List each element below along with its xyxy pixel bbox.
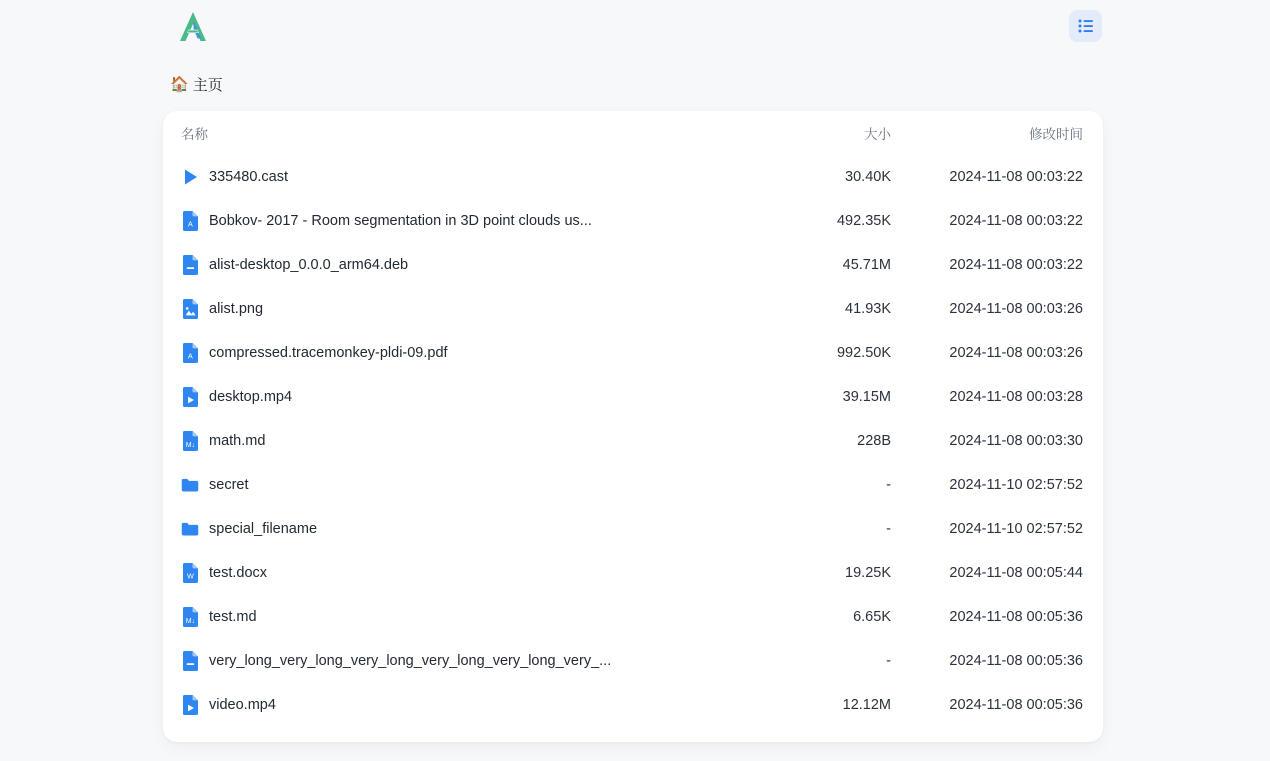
file-modified-label: 2024-11-08 00:05:44 (949, 565, 1083, 581)
file-name-label: test.docx (209, 565, 268, 581)
file-modified-label: 2024-11-08 00:05:36 (949, 653, 1083, 669)
file-name-cell[interactable] (178, 563, 743, 583)
file-modified-label: 2024-11-08 00:03:22 (949, 169, 1083, 185)
file-name-label: 335480.cast (209, 169, 289, 185)
file-name-cell[interactable] (178, 299, 743, 319)
file-name-cell[interactable] (178, 255, 743, 275)
pdf-file-icon (181, 343, 199, 363)
file-modified-label: 2024-11-08 00:03:26 (949, 345, 1083, 361)
file-name-label: Bobkov- 2017 - Room segmentation in 3D point clouds us... (209, 213, 592, 229)
folder-row[interactable] (163, 463, 1103, 507)
file-name-label: alist-desktop_0.0.0_arm64.deb (209, 257, 409, 273)
file-size-label: 41.93K (845, 301, 891, 317)
file-modified-label: 2024-11-08 00:03:30 (949, 433, 1083, 449)
file-modified-label: 2024-11-10 02:57:52 (949, 477, 1083, 493)
file-size-label: 45.71M (842, 257, 891, 273)
file-name-label: alist.png (209, 301, 264, 317)
file-row[interactable] (163, 199, 1103, 243)
column-header-modified[interactable]: 修改时间 (1029, 126, 1083, 142)
svg-text:M↓: M↓ (185, 442, 195, 449)
file-size-label: 39.15M (842, 389, 891, 405)
markdown-file-icon (181, 431, 199, 451)
file-modified-label: 2024-11-08 00:03:28 (949, 389, 1083, 405)
word-file-icon (181, 563, 199, 583)
file-name-label: test.md (209, 609, 257, 625)
folder-icon (181, 519, 199, 539)
file-row[interactable] (163, 639, 1103, 683)
file-modified-label: 2024-11-08 00:03:22 (949, 257, 1083, 273)
file-row[interactable] (163, 155, 1103, 199)
file-row[interactable] (163, 243, 1103, 287)
file-size-label: 6.65K (853, 609, 891, 625)
folder-row[interactable] (163, 507, 1103, 551)
file-name-cell[interactable] (178, 431, 743, 451)
svg-text:A: A (187, 219, 193, 229)
file-row[interactable] (163, 419, 1103, 463)
file-size-label: 228B (857, 433, 891, 449)
file-name-label: math.md (209, 433, 266, 449)
alist-logo-icon[interactable] (172, 6, 214, 48)
file-row[interactable] (163, 375, 1103, 419)
file-name-label: video.mp4 (209, 697, 276, 713)
file-list-card (163, 111, 1103, 742)
file-name-cell[interactable] (178, 519, 743, 539)
column-header-name[interactable]: 名称 (181, 126, 208, 142)
file-name-label: very_long_very_long_very_long_very_long_very_long_very_... (209, 653, 612, 669)
file-name-cell[interactable] (178, 387, 743, 407)
markdown-file-icon (181, 607, 199, 627)
column-header-size[interactable]: 大小 (864, 126, 891, 142)
svg-text:A: A (187, 351, 193, 361)
file-modified-label: 2024-11-08 00:05:36 (949, 697, 1083, 713)
video-cast-icon (181, 167, 199, 187)
pdf-file-icon (181, 211, 199, 231)
file-name-label: special_filename (209, 521, 318, 537)
file-name-cell[interactable] (178, 607, 743, 627)
file-name-cell[interactable] (178, 651, 743, 671)
home-emoji-icon: 🏠 (170, 75, 189, 93)
svg-text:M↓: M↓ (185, 618, 195, 625)
generic-file-icon (181, 651, 199, 671)
file-size-label: 992.50K (836, 345, 891, 361)
list-view-icon[interactable] (1069, 10, 1102, 42)
file-size-label: - (886, 521, 891, 537)
file-size-label: - (886, 653, 891, 669)
app-header (0, 0, 1270, 60)
file-modified-label: 2024-11-08 00:05:36 (949, 609, 1083, 625)
file-modified-label: 2024-11-08 00:03:26 (949, 301, 1083, 317)
file-name-label: desktop.mp4 (209, 389, 293, 405)
file-row[interactable] (163, 331, 1103, 375)
file-size-label: - (886, 477, 891, 493)
video-file-icon (181, 387, 199, 407)
image-file-icon (181, 299, 199, 319)
file-name-cell[interactable] (178, 695, 743, 715)
file-name-label: compressed.tracemonkey-pldi-09.pdf (209, 345, 448, 361)
file-row[interactable] (163, 551, 1103, 595)
file-name-cell[interactable] (178, 167, 743, 187)
file-list-header (163, 111, 1103, 155)
generic-file-icon (181, 255, 199, 275)
svg-text:W: W (186, 571, 194, 581)
file-modified-label: 2024-11-10 02:57:52 (949, 521, 1083, 537)
file-size-label: 19.25K (845, 565, 891, 581)
file-size-label: 12.12M (842, 697, 891, 713)
file-modified-label: 2024-11-08 00:03:22 (949, 213, 1083, 229)
file-name-cell[interactable] (178, 475, 743, 495)
breadcrumb (170, 72, 223, 96)
video-file-icon (181, 695, 199, 715)
folder-icon (181, 475, 199, 495)
file-size-label: 30.40K (845, 169, 891, 185)
file-name-cell[interactable] (178, 343, 743, 363)
file-name-cell[interactable] (178, 211, 743, 231)
file-name-label: secret (209, 477, 249, 493)
file-list-body (163, 155, 1103, 727)
file-size-label: 492.35K (836, 213, 891, 229)
file-row[interactable] (163, 683, 1103, 727)
file-row[interactable] (163, 595, 1103, 639)
breadcrumb-item-home[interactable] (170, 74, 223, 95)
breadcrumb-item-label: 主页 (192, 76, 223, 94)
file-row[interactable] (163, 287, 1103, 331)
